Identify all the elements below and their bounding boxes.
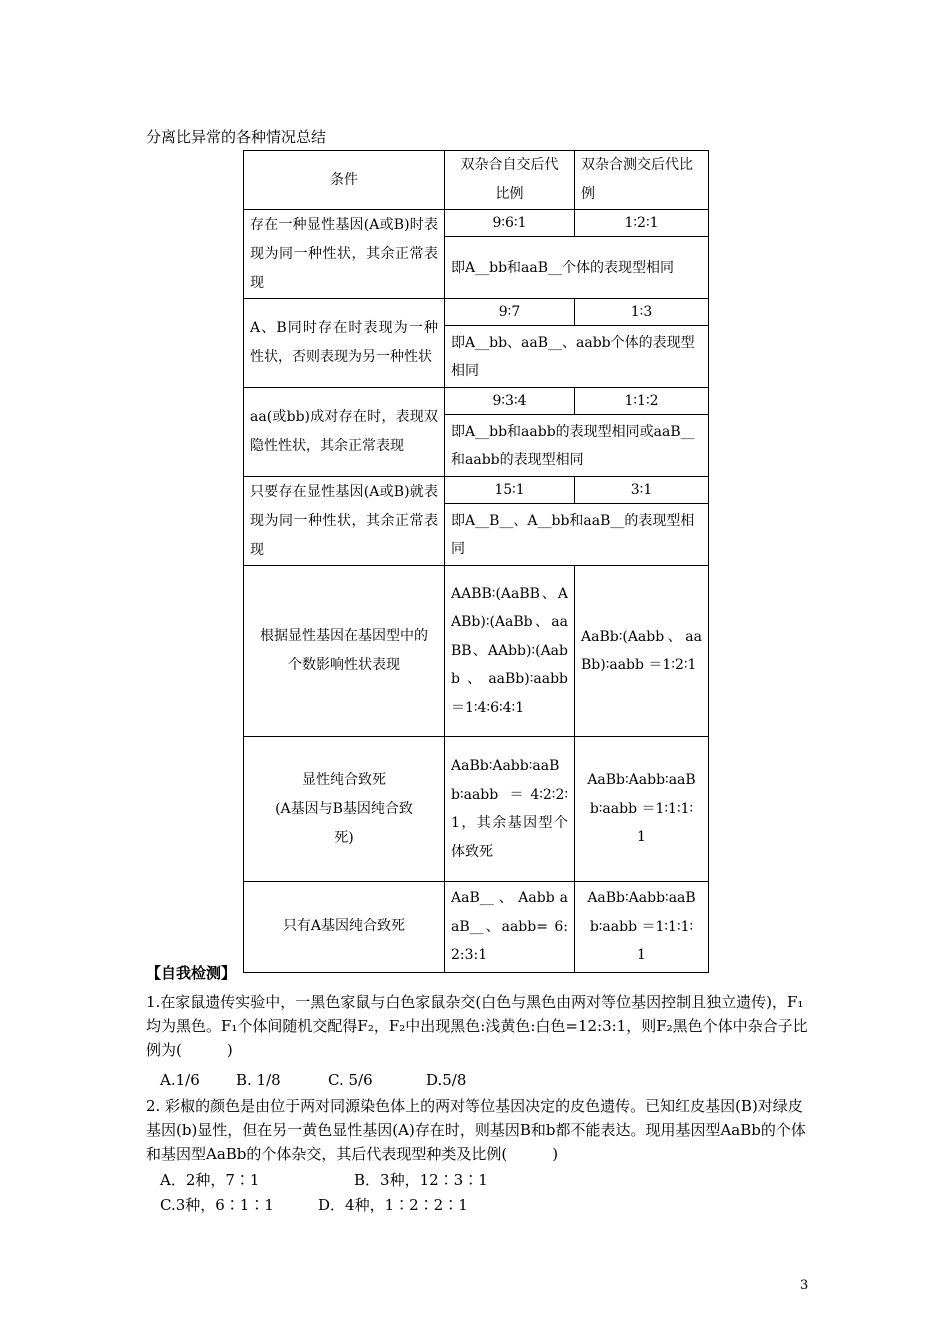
row-condition: 存在一种显性基因(A或B)时表现为同一种性状，其余正常表现 [244,210,445,299]
q2-option-c: C.3种，6∶1∶1 [160,1196,274,1214]
row-condition: A、B同时存在时表现为一种性状，否则表现为另一种性状 [244,299,445,388]
section-title: 【自我检测】 [146,964,237,982]
row-selfing-ratio: 15∶1 [445,477,575,504]
q1-option-c: C. 5/6 [328,1071,373,1089]
question-2-text: 2. 彩椒的颜色是由位于两对同源染色体上的两对等位基因决定的皮色遗传。已知红皮基因(B)对绿皮基因(b)显性，但在另一黄色显性基因(A)存在时，则基因B和b都不能表达。现用基因型AaBb的个体和基因型AaBb的个体杂交，其后代表现型种类及比例( ) [146,1097,806,1163]
table-row [244,566,709,737]
header-testcross: 双杂合测交后代比例 [575,151,709,210]
row-condition: 根据显性基因在基因型中的个数影响性状表现 [244,566,445,737]
row-condition-line: (A基因与B基因纯合致死) [275,800,413,846]
row-description: 即A__bb、aaB__、aabb个体的表现型相同 [445,326,709,388]
q2-option-a: A．2种，7∶1 [160,1171,260,1189]
header-selfing: 双杂合自交后代比例 [445,151,575,210]
q1-option-b: B. 1/8 [236,1071,281,1089]
table-row [244,477,709,504]
row-selfing-genotypes: AABB∶(AaBB、AABb)∶(AaBb、aaBB、AAbb)∶(Aabb、aaBb)∶aabb ＝1∶4∶6∶4∶1 [445,566,575,737]
question-1-text: 1.在家鼠遗传实验中，一黑色家鼠与白色家鼠杂交(白色与黑色由两对等位基因控制且独立遗传)，F₁均为黑色。F₁个体间随机交配得F₂，F₂中出现黑色:浅黄色:白色=12:3:1，则F₂黑色个体中杂合子比例为( ) [146,993,808,1059]
q1-option-d: D.5/8 [426,1071,467,1089]
row-description: 即A__B__、A__bb和aaB__的表现型相同 [445,504,709,566]
q1-option-a: A.1/6 [160,1071,200,1089]
table-row [244,737,709,882]
row-condition-line: 显性纯合致死 [302,771,386,788]
ratio-summary-table [243,150,709,973]
table-row [244,210,709,237]
row-condition: 只有A基因纯合致死 [244,882,445,973]
row-testcross-ratio: 1∶1∶2 [575,388,709,415]
row-description: 即A__bb和aaB__个体的表现型相同 [445,237,709,299]
row-description: 即A__bb和aabb的表现型相同或aaB__和aabb的表现型相同 [445,415,709,477]
header-condition: 条件 [244,151,445,210]
q2-option-d: D．4种，1∶2∶2∶1 [318,1196,468,1214]
table-header-row [244,151,709,210]
table-caption: 分离比异常的各种情况总结 [146,128,327,146]
row-selfing-ratio: 9∶7 [445,299,575,326]
row-testcross-genotypes: AaBb∶Aabb∶aaBb∶aabb ＝1∶1∶1∶1 [575,737,709,882]
page-number: 3 [800,1278,809,1293]
table-row [244,388,709,415]
row-condition: 只要存在显性基因(A或B)就表现为同一种性状，其余正常表现 [244,477,445,566]
row-selfing-ratio: 9∶6∶1 [445,210,575,237]
row-selfing-ratio: 9∶3∶4 [445,388,575,415]
row-testcross-genotypes: AaBb∶Aabb∶aaBb∶aabb ＝1∶1∶1∶1 [575,882,709,973]
row-testcross-ratio: 1∶3 [575,299,709,326]
table-row [244,882,709,973]
row-selfing-genotypes: AaBb∶Aabb∶aaBb∶aabb ＝4∶2∶2∶1，其余基因型个体致死 [445,737,575,882]
q2-option-b: B．3种，12∶3∶1 [354,1171,488,1189]
table-row [244,299,709,326]
row-testcross-genotypes: AaBb∶(Aabb、aaBb)∶aabb ＝1∶2∶1 [575,566,709,737]
row-condition: aa(或bb)成对存在时，表现双隐性性状，其余正常表现 [244,388,445,477]
row-selfing-genotypes: AaB__ 、 Aabb aaB__、aabb= 6:2:3:1 [445,882,575,973]
row-testcross-ratio: 3∶1 [575,477,709,504]
row-condition [244,737,445,882]
row-testcross-ratio: 1∶2∶1 [575,210,709,237]
